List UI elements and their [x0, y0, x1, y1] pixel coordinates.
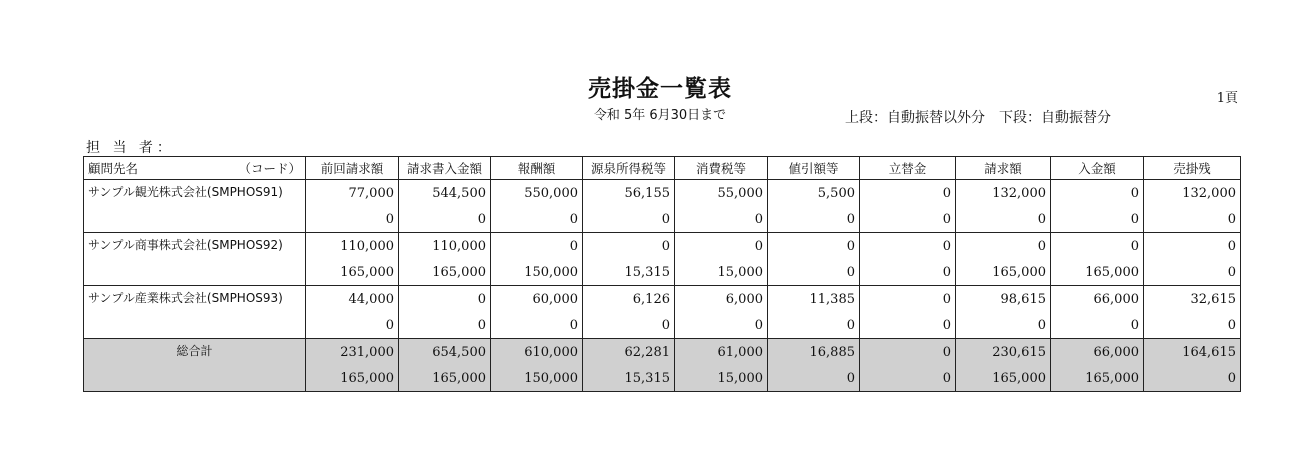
- table-cell: 0: [860, 259, 956, 286]
- total-cell: 230,615: [956, 339, 1051, 366]
- table-cell: 165,000: [956, 259, 1051, 286]
- table-row: [84, 286, 1241, 313]
- table-cell: 0: [583, 206, 675, 233]
- table-cell: 44,000: [306, 286, 399, 313]
- total-cell: 150,000: [491, 365, 583, 392]
- table-cell: 0: [860, 286, 956, 313]
- header-fee: 報酬額: [491, 157, 583, 180]
- total-cell: 610,000: [491, 339, 583, 366]
- total-row: [84, 339, 1241, 366]
- table-cell: 11,385: [768, 286, 860, 313]
- table-cell: 0: [860, 312, 956, 339]
- table-cell: 0: [1051, 233, 1144, 260]
- table-row: [84, 233, 1241, 260]
- table-cell: 0: [675, 312, 768, 339]
- total-cell: 165,000: [956, 365, 1051, 392]
- header-payment: 入金額: [1051, 157, 1144, 180]
- total-cell: 0: [860, 365, 956, 392]
- header-balance: 売掛残: [1144, 157, 1241, 180]
- table-cell: 0: [1051, 312, 1144, 339]
- total-label: 総合計: [84, 339, 306, 392]
- table-cell: 0: [1051, 180, 1144, 207]
- client-name: サンプル商事株式会社(SMPHOS92): [84, 233, 306, 286]
- table-cell: 15,315: [583, 259, 675, 286]
- table-cell: 0: [768, 206, 860, 233]
- table-cell: 0: [491, 233, 583, 260]
- client-name: サンプル観光株式会社(SMPHOS91): [84, 180, 306, 233]
- table-cell: 0: [399, 286, 491, 313]
- table-cell: 132,000: [1144, 180, 1241, 207]
- report-title: 売掛金一覧表: [588, 76, 732, 102]
- table-cell: 0: [768, 312, 860, 339]
- table-cell: 110,000: [399, 233, 491, 260]
- total-cell: 231,000: [306, 339, 399, 366]
- table-cell: 6,126: [583, 286, 675, 313]
- table-cell: 0: [1144, 259, 1241, 286]
- header-billing: 請求額: [956, 157, 1051, 180]
- table-cell: 32,615: [1144, 286, 1241, 313]
- table-cell: 5,500: [768, 180, 860, 207]
- table-row: [84, 180, 1241, 207]
- table-cell: 0: [399, 312, 491, 339]
- total-cell: 16,885: [768, 339, 860, 366]
- header-name-label: 顧問先名: [88, 161, 139, 176]
- table-cell: 0: [491, 206, 583, 233]
- table-cell: 0: [860, 206, 956, 233]
- header-code-label: （コード）: [238, 161, 301, 176]
- total-cell: 66,000: [1051, 339, 1144, 366]
- table-cell: 0: [860, 233, 956, 260]
- total-cell: 0: [1144, 365, 1241, 392]
- total-cell: 654,500: [399, 339, 491, 366]
- row-legend: 上段：自動振替以外分 下段：自動振替分: [845, 110, 1111, 126]
- report-date: 令和 5年 6月30日まで: [593, 108, 727, 123]
- total-cell: 165,000: [306, 365, 399, 392]
- table-cell: 132,000: [956, 180, 1051, 207]
- table-cell: 77,000: [306, 180, 399, 207]
- header-prev-billing: 前回請求額: [306, 157, 399, 180]
- table-cell: 0: [583, 233, 675, 260]
- receivables-table: [83, 156, 1241, 392]
- header-invoice-payment: 請求書入金額: [399, 157, 491, 180]
- table-cell: 0: [583, 312, 675, 339]
- table-cell: 6,000: [675, 286, 768, 313]
- table-cell: 55,000: [675, 180, 768, 207]
- table-cell: 0: [306, 206, 399, 233]
- total-cell: 15,315: [583, 365, 675, 392]
- table-cell: 110,000: [306, 233, 399, 260]
- table-cell: 56,155: [583, 180, 675, 207]
- table-cell: 165,000: [1051, 259, 1144, 286]
- total-cell: 165,000: [399, 365, 491, 392]
- header-client-name: [84, 157, 306, 180]
- header-advance: 立替金: [860, 157, 956, 180]
- table-cell: 0: [675, 233, 768, 260]
- table-cell: 165,000: [399, 259, 491, 286]
- table-cell: 165,000: [306, 259, 399, 286]
- table-cell: 0: [1144, 233, 1241, 260]
- header-row: [84, 157, 1241, 180]
- client-name: サンプル産業株式会社(SMPHOS93): [84, 286, 306, 339]
- table-cell: 0: [1051, 206, 1144, 233]
- header-discount: 値引額等: [768, 157, 860, 180]
- table-cell: 0: [956, 312, 1051, 339]
- total-cell: 0: [860, 339, 956, 366]
- table-cell: 0: [675, 206, 768, 233]
- header-consumption-tax: 消費税等: [675, 157, 768, 180]
- table-cell: 0: [1144, 206, 1241, 233]
- total-cell: 165,000: [1051, 365, 1144, 392]
- table-cell: 66,000: [1051, 286, 1144, 313]
- total-cell: 61,000: [675, 339, 768, 366]
- table-cell: 15,000: [675, 259, 768, 286]
- table-cell: 550,000: [491, 180, 583, 207]
- table-cell: 0: [860, 180, 956, 207]
- header-withholding-tax: 源泉所得税等: [583, 157, 675, 180]
- staff-label: 担 当 者：: [86, 140, 175, 156]
- table-cell: 544,500: [399, 180, 491, 207]
- table-cell: 0: [956, 206, 1051, 233]
- table-cell: 0: [399, 206, 491, 233]
- total-cell: 15,000: [675, 365, 768, 392]
- total-cell: 0: [768, 365, 860, 392]
- table-cell: 98,615: [956, 286, 1051, 313]
- table-cell: 0: [768, 233, 860, 260]
- total-cell: 164,615: [1144, 339, 1241, 366]
- total-cell: 62,281: [583, 339, 675, 366]
- table-cell: 0: [768, 259, 860, 286]
- page-number: 1頁: [1216, 91, 1238, 106]
- table-cell: 0: [306, 312, 399, 339]
- table-cell: 60,000: [491, 286, 583, 313]
- table-cell: 150,000: [491, 259, 583, 286]
- table-cell: 0: [956, 233, 1051, 260]
- table-cell: 0: [491, 312, 583, 339]
- table-cell: 0: [1144, 312, 1241, 339]
